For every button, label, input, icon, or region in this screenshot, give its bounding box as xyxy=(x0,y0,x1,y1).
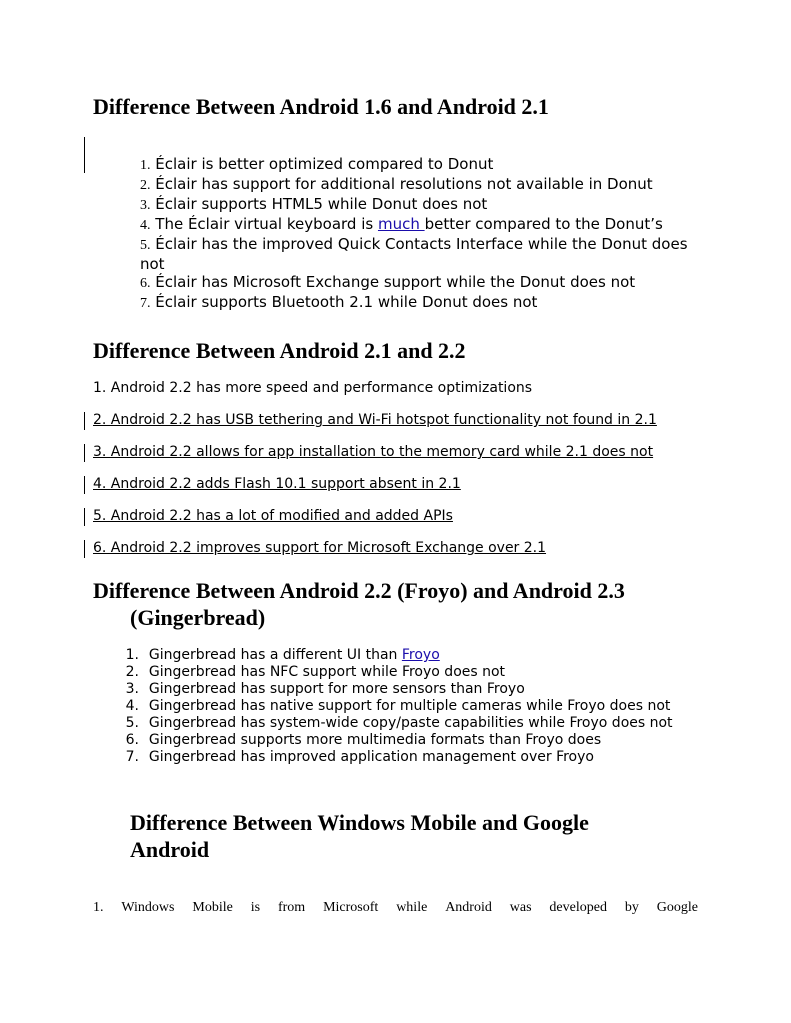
paragraph-item: 6. Android 2.2 improves support for Microsoft Exchange over 2.1 xyxy=(93,540,547,556)
paragraph-item: 5. Android 2.2 has a lot of modified and added APIs xyxy=(93,508,453,524)
list-item: 3. Gingerbread has support for more sensors than Froyo xyxy=(125,681,525,697)
change-bar xyxy=(84,508,85,526)
list-item: 2. Éclair has support for additional resolutions not available in Donut xyxy=(140,175,653,193)
list-item: 4. The Éclair virtual keyboard is much better compared to the Donut’s xyxy=(140,215,663,233)
list-item: 4. Gingerbread has native support for multiple cameras while Froyo does not xyxy=(125,698,671,714)
paragraph-item: 4. Android 2.2 adds Flash 10.1 support absent in 2.1 xyxy=(93,476,461,492)
word: is xyxy=(250,900,261,915)
list-item: 5. Gingerbread has system-wide copy/paste capabilities while Froyo does not xyxy=(125,715,673,731)
change-bar xyxy=(84,137,85,173)
word: Microsoft xyxy=(323,900,379,915)
section4-title: Difference Between Windows Mobile and Google Android xyxy=(130,810,589,862)
list-item: 5. Éclair has the improved Quick Contacts Interface while the Donut does not xyxy=(140,235,688,273)
much-link[interactable]: much xyxy=(377,215,425,233)
word: Windows xyxy=(121,900,175,915)
word: by xyxy=(624,900,639,915)
change-bar xyxy=(84,412,85,430)
section4-first-item xyxy=(93,899,698,917)
change-bar xyxy=(84,444,85,462)
word: from xyxy=(277,900,306,915)
change-bar xyxy=(84,476,85,494)
change-bar xyxy=(84,540,85,558)
section1-title: Difference Between Android 1.6 and Android 2.1 xyxy=(93,94,549,119)
list-item: 1. Éclair is better optimized compared to Donut xyxy=(140,155,494,173)
list-item: 1. Gingerbread has a different UI than Froyo xyxy=(125,647,440,663)
list-item: 2. Gingerbread has NFC support while Froyo does not xyxy=(125,664,506,680)
section3-list xyxy=(110,647,710,766)
word: was xyxy=(509,900,532,915)
list-item: 7. Éclair supports Bluetooth 2.1 while Donut does not xyxy=(140,293,538,311)
list-item: 7. Gingerbread has improved application management over Froyo xyxy=(125,749,594,765)
word: while xyxy=(396,900,428,915)
section2-title: Difference Between Android 2.1 and 2.2 xyxy=(93,338,466,363)
paragraph-item: 3. Android 2.2 allows for app installation to the memory card while 2.1 does not xyxy=(93,444,654,460)
list-item: 3. Éclair supports HTML5 while Donut does not xyxy=(140,195,488,213)
word: Android xyxy=(445,900,492,915)
word: developed xyxy=(549,900,607,915)
word: 1. xyxy=(93,900,104,915)
word: Google xyxy=(656,900,698,915)
section1-list xyxy=(140,155,705,313)
list-item: 6. Éclair has Microsoft Exchange support while the Donut does not xyxy=(140,273,636,291)
paragraph-item: 1. Android 2.2 has more speed and performance optimizations xyxy=(93,380,533,396)
word: Mobile xyxy=(192,900,233,915)
list-item: 6. Gingerbread supports more multimedia formats than Froyo does xyxy=(125,732,602,748)
section3-title: Difference Between Android 2.2 (Froyo) and Android 2.3 (Gingerbread) xyxy=(93,578,625,630)
paragraph-item: 2. Android 2.2 has USB tethering and Wi-Fi hotspot functionality not found in 2.1 xyxy=(93,412,657,428)
froyo-link[interactable]: Froyo xyxy=(401,647,440,663)
